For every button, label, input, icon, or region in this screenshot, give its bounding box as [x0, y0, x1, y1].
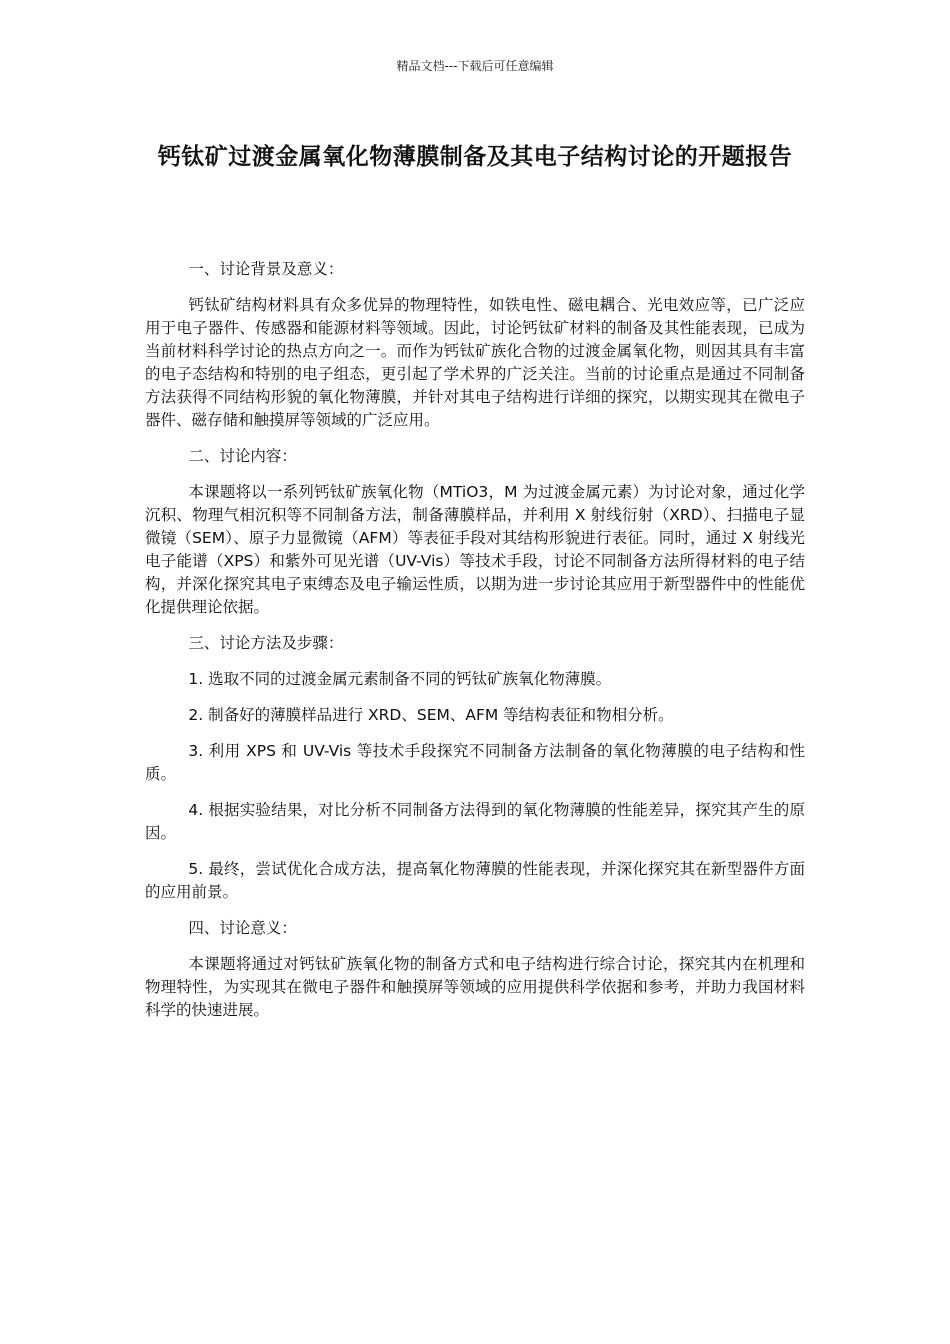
section-heading-content: 二、讨论内容：	[188, 447, 297, 465]
paragraph-significance: 本课题将通过对钙钛矿族氧化物的制备方式和电子结构进行综合讨论，探究其内在机理和物理特性，为实现其在微电子器件和触摸屏等领域的应用提供科学依据和参考，并助力我国材料科学的快速进展。	[145, 955, 805, 1019]
section-heading-background: 一、讨论背景及意义：	[188, 260, 344, 278]
method-step-3: 3. 利用 XPS 和 UV-Vis 等技术手段探究不同制备方法制备的氧化物薄膜的电子结构和性质。	[145, 742, 805, 783]
method-step-5: 5. 最终，尝试优化合成方法，提高氧化物薄膜的性能表现，并深化探究其在新型器件方面的应用前景。	[145, 860, 805, 901]
method-step-2: 2. 制备好的薄膜样品进行 XRD、SEM、AFM 等结构表征和物相分析。	[188, 706, 674, 724]
paragraph-content: 本课题将以一系列钙钛矿族氧化物（MTiO3，M 为过渡金属元素）为讨论对象，通过化学沉积、物理气相沉积等不同制备方法，制备薄膜样品，并利用 X 射线衍射（XRD）、扫描电子显微镜（SEM）、原子力显微镜（AFM）等表征手段对其结构形貌进行表征。同时，通过 X 射线光电子能谱（XPS）和紫外可见光谱（UV-Vis）等技术手段，讨论不同制备方法所得材料的电子结构，并深化探究其电子束缚态及电子输运性质，以期为进一步讨论其应用于新型器件中的性能优化提供理论依据。	[145, 483, 805, 616]
document-title: 钙钛矿过渡金属氧化物薄膜制备及其电子结构讨论的开题报告	[157, 144, 793, 170]
document-body	[145, 258, 805, 1035]
method-step-1: 1. 选取不同的过渡金属元素制备不同的钙钛矿族氧化物薄膜。	[188, 670, 612, 688]
header-note: 精品文档---下载后可任意编辑	[396, 59, 554, 73]
method-step-4: 4. 根据实验结果，对比分析不同制备方法得到的氧化物薄膜的性能差异，探究其产生的原因。	[145, 801, 805, 842]
section-heading-significance: 四、讨论意义：	[188, 919, 297, 937]
section-heading-methods: 三、讨论方法及步骤：	[188, 634, 344, 652]
paragraph-background: 钙钛矿结构材料具有众多优异的物理特性，如铁电性、磁电耦合、光电效应等，已广泛应用于电子器件、传感器和能源材料等领域。因此，讨论钙钛矿材料的制备及其性能表现，已成为当前材料科学讨论的热点方向之一。而作为钙钛矿族化合物的过渡金属氧化物，则因其具有丰富的电子态结构和特别的电子组态，更引起了学术界的广泛关注。当前的讨论重点是通过不同制备方法获得不同结构形貌的氧化物薄膜，并针对其电子结构进行详细的探究，以期实现其在微电子器件、磁存储和触摸屏等领域的广泛应用。	[145, 296, 805, 429]
